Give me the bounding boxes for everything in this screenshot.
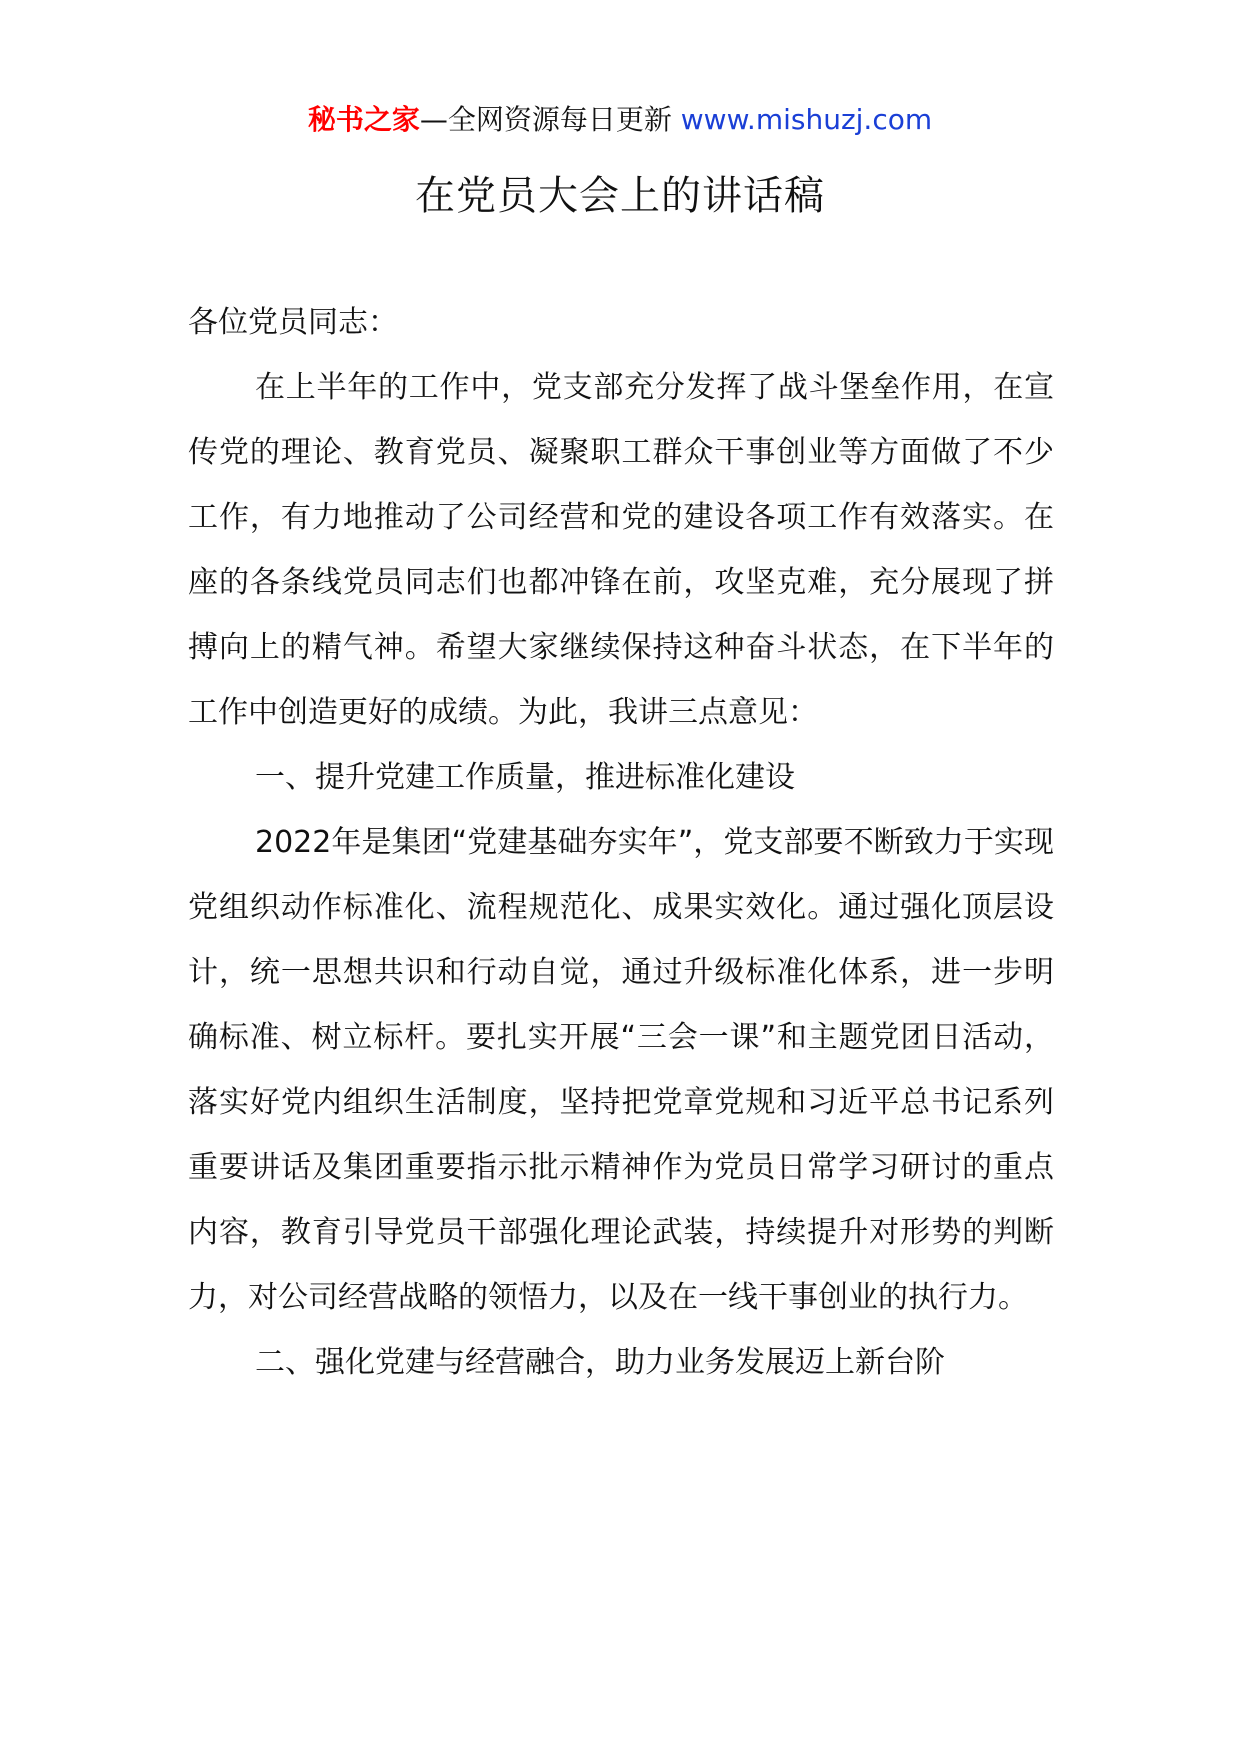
section-heading-1: 一、提升党建工作质量，推进标准化建设 xyxy=(255,760,795,795)
site-banner xyxy=(0,100,1240,140)
body-paragraph-section-1: 2022年是集团“党建基础夯实年”，党支部要不断致力于实现党组织动作标准化、流程规范化、成果实效化。通过强化顶层设计，统一思想共识和行动自觉，通过升级标准化体系，进一步明确标准、树立标杆。要扎实开展“三会一课”和主题党团日活动，落实好党内组织生活制度，坚持把党章党规和习近平总书记系列重要讲话及集团重要指示批示精神作为党员日常学习研讨的重点内容，教育引导党员干部强化理论武装，持续提升对形势的判断力，对公司经营战略的领悟力，以及在一线干事创业的执行力。 xyxy=(188,825,1054,1315)
brand-name: 秘书之家 xyxy=(307,103,420,136)
banner-url-link[interactable]: www.mishuzj.com xyxy=(680,103,933,136)
section-heading-2: 二、强化党建与经营融合，助力业务发展迈上新台阶 xyxy=(255,1345,945,1380)
body-paragraph-intro: 在上半年的工作中，党支部充分发挥了战斗堡垒作用，在宣传党的理论、教育党员、凝聚职工群众干事创业等方面做了不少工作，有力地推动了公司经营和党的建设各项工作有效落实。在座的各条线党员同志们也都冲锋在前，攻坚克难，充分展现了拼搏向上的精气神。希望大家继续保持这种奋斗状态，在下半年的工作中创造更好的成绩。为此，我讲三点意见： xyxy=(188,370,1054,730)
banner-tagline: —全网资源每日更新 xyxy=(419,103,681,136)
salutation: 各位党员同志： xyxy=(188,305,398,340)
document-body xyxy=(188,290,1054,1395)
document-title: 在党员大会上的讲话稿 xyxy=(415,173,825,219)
